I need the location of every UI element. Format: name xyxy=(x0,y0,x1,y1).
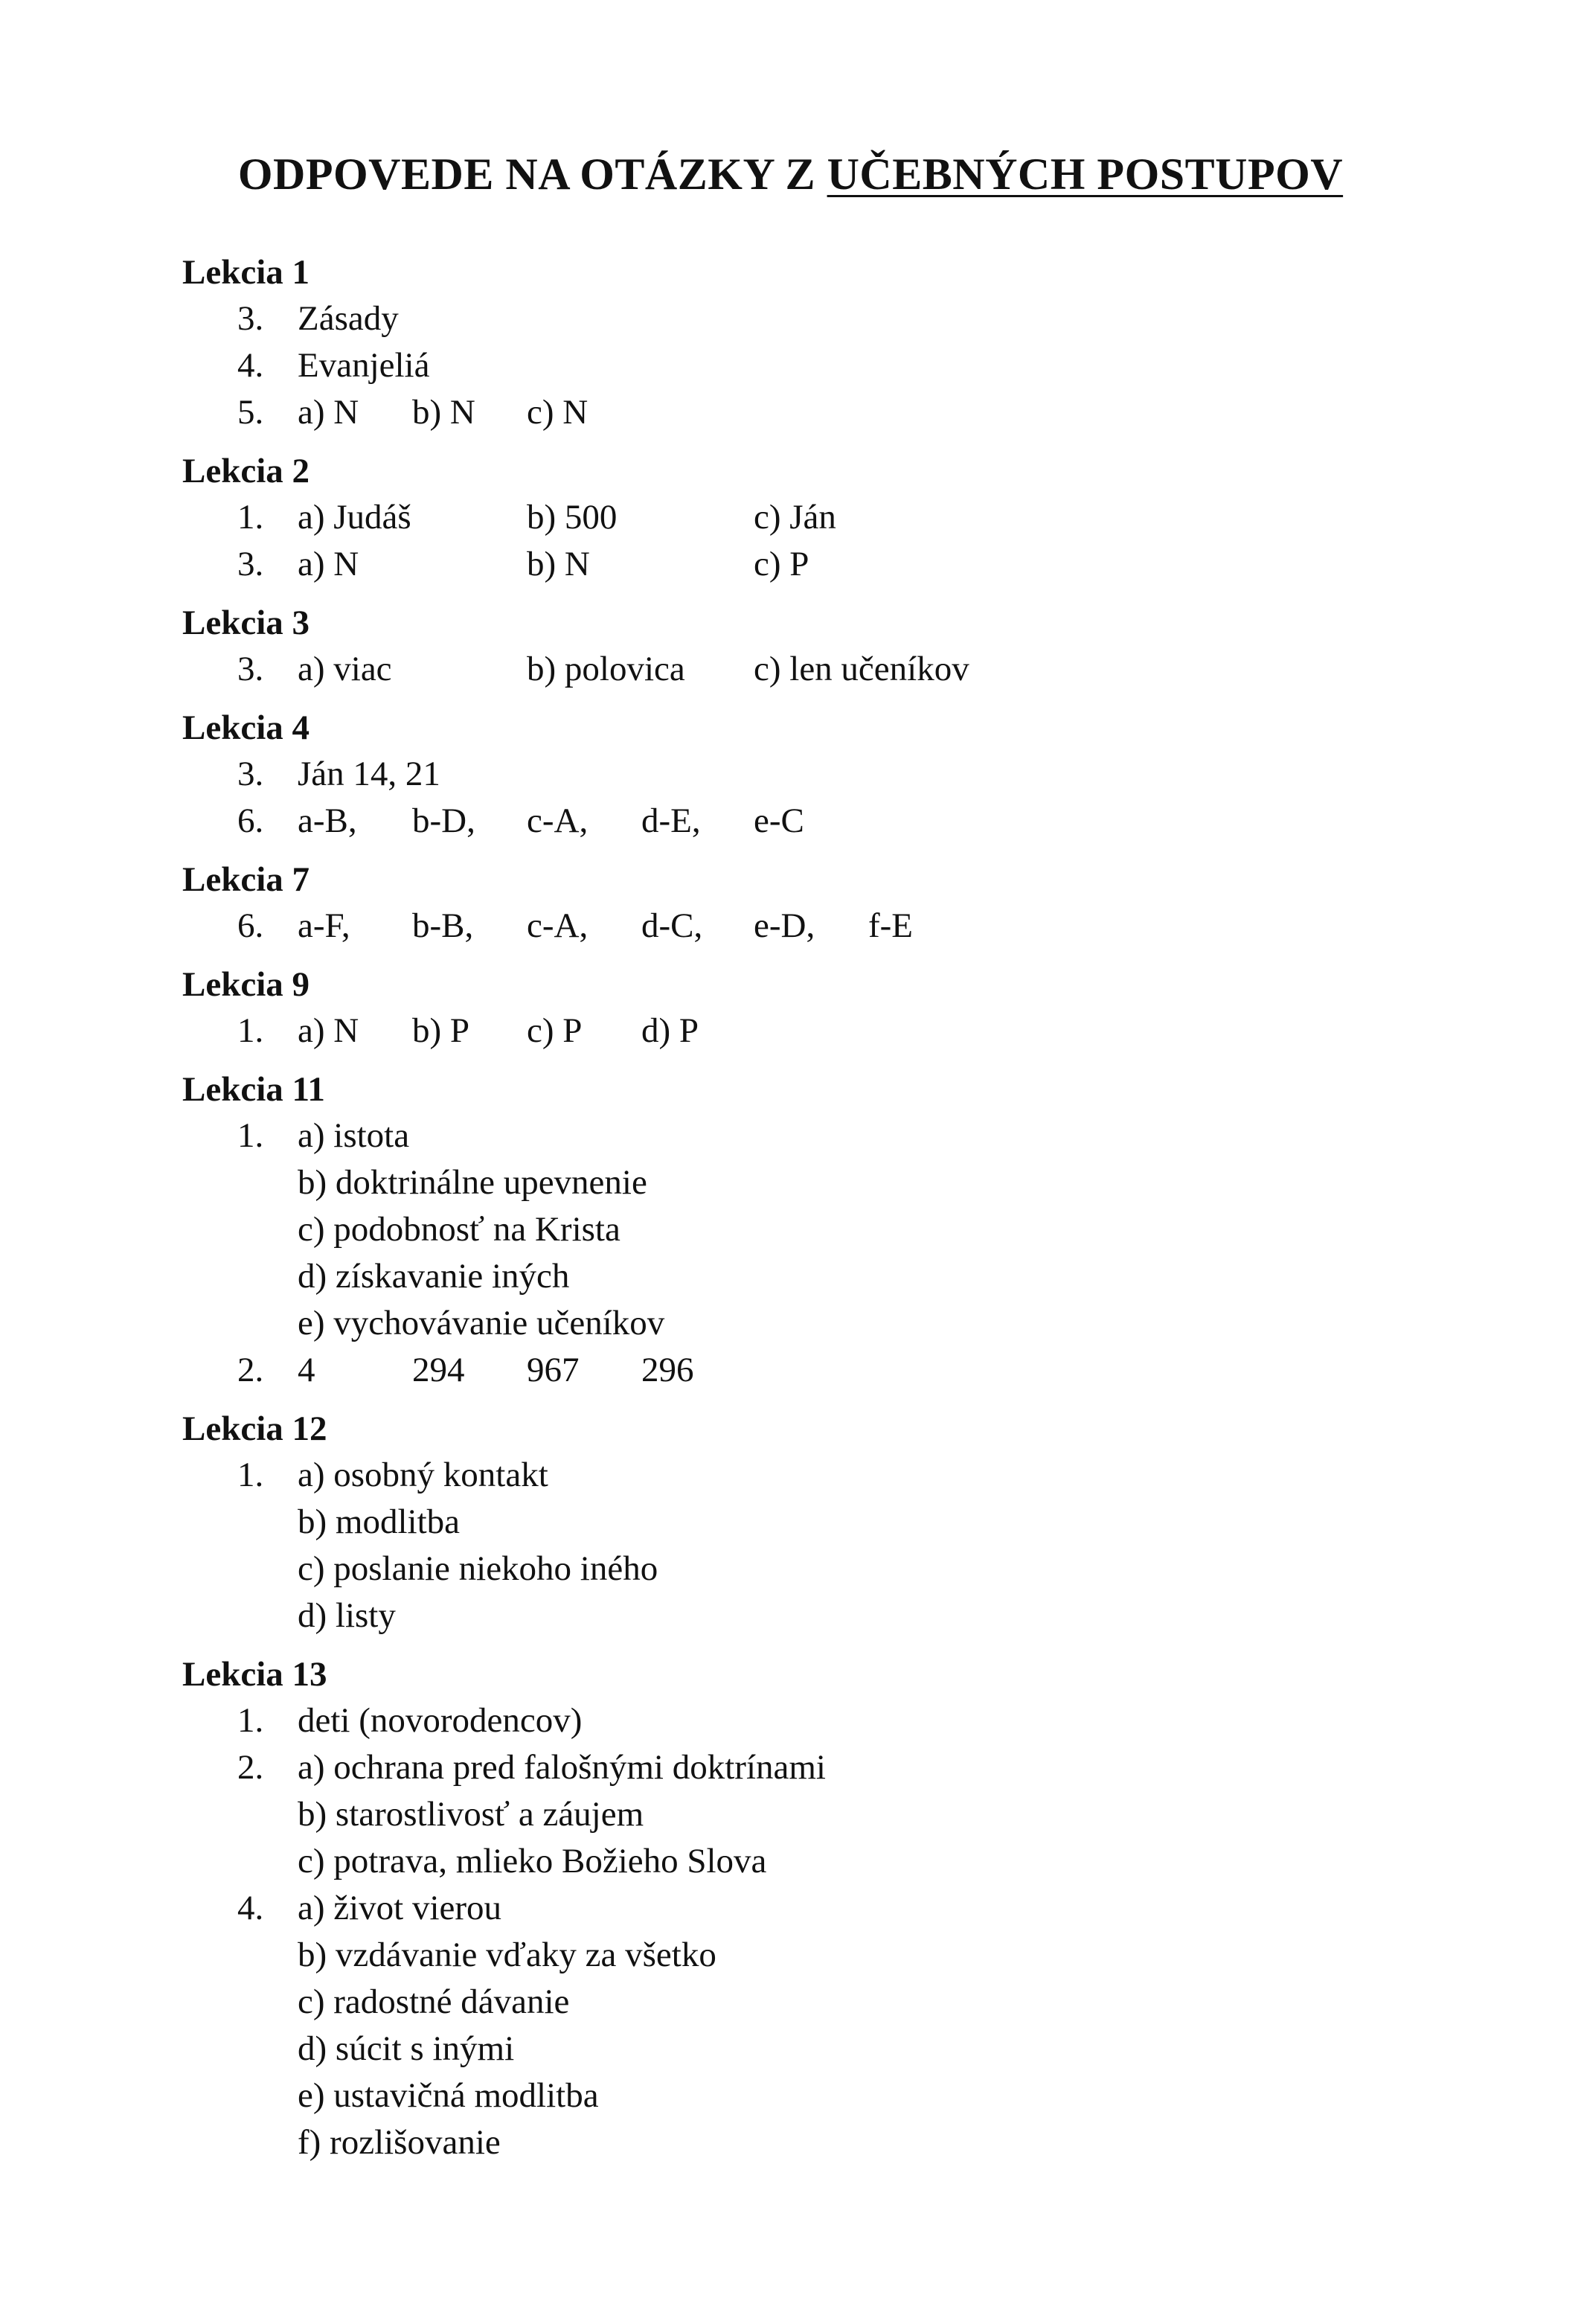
answer: b-B, xyxy=(412,906,474,945)
answer: a) N xyxy=(298,545,359,583)
question-number: 5. xyxy=(237,393,264,432)
title-text: ODPOVEDE NA OTÁZKY Z xyxy=(237,150,827,199)
lesson-9 xyxy=(182,961,699,1054)
lesson-13 xyxy=(182,1651,826,2166)
question-number: 6. xyxy=(237,801,264,840)
answer-row xyxy=(182,494,836,541)
answer: b) P xyxy=(412,1011,470,1050)
answer-row xyxy=(182,1697,583,1744)
answer-row xyxy=(182,646,969,693)
answer-row xyxy=(182,295,399,342)
answer: b) modlitba xyxy=(298,1502,460,1541)
question-number: 1. xyxy=(237,1701,264,1740)
answer-row xyxy=(182,2026,515,2072)
answer: deti (novorodencov) xyxy=(298,1701,583,1740)
answer: c) len učeníkov xyxy=(754,650,969,688)
answer: a) N xyxy=(298,393,359,432)
answers-list xyxy=(182,249,969,2166)
answer: 294 xyxy=(412,1351,465,1389)
answer: d-C, xyxy=(641,906,703,945)
answer: Zásady xyxy=(298,299,399,338)
answer-row xyxy=(182,1113,410,1159)
lesson-7 xyxy=(182,857,914,950)
answer: d) súcit s inými xyxy=(298,2029,515,2068)
answer: d) listy xyxy=(298,1596,396,1635)
answer: d) P xyxy=(641,1011,699,1050)
lesson-2 xyxy=(182,448,836,588)
page-title xyxy=(0,147,1581,201)
answer: a) ochrana pred falošnými doktrínami xyxy=(298,1748,826,1787)
lesson-4 xyxy=(182,705,804,845)
answer: c-A, xyxy=(527,906,589,945)
lesson-heading: Lekcia 4 xyxy=(182,708,310,747)
answer-row xyxy=(182,903,914,950)
answer-row xyxy=(182,1452,548,1499)
answer: c) radostné dávanie xyxy=(298,1982,570,2021)
answer: Ján 14, 21 xyxy=(298,755,440,793)
answer: b) N xyxy=(412,393,475,432)
answer-row xyxy=(182,1499,460,1546)
answer: Evanjeliá xyxy=(298,346,430,385)
question-number: 3. xyxy=(237,650,264,688)
answer: b) 500 xyxy=(527,498,618,537)
lesson-heading: Lekcia 1 xyxy=(182,253,310,292)
question-number: 4. xyxy=(237,346,264,385)
answer-row xyxy=(182,1885,502,1932)
question-number: 1. xyxy=(237,1116,264,1155)
answer: f-E xyxy=(868,906,914,945)
question-number: 3. xyxy=(237,545,264,583)
answer: b) polovica xyxy=(527,650,685,688)
answer: d-E, xyxy=(641,801,701,840)
answer: c-A, xyxy=(527,801,589,840)
question-number: 3. xyxy=(237,299,264,338)
answer: a-F, xyxy=(298,906,350,945)
answer-row xyxy=(182,2119,501,2166)
lesson-heading: Lekcia 13 xyxy=(182,1655,327,1694)
answer-row xyxy=(182,2072,599,2119)
answer-row xyxy=(182,1979,570,2026)
answer-row xyxy=(182,1546,658,1592)
answer: a) viac xyxy=(298,650,392,688)
answer: a-B, xyxy=(298,801,357,840)
question-number: 3. xyxy=(237,755,264,793)
answer: c) Ján xyxy=(754,498,836,537)
answer: e) ustavičná modlitba xyxy=(298,2076,599,2115)
answer-row xyxy=(182,1008,699,1054)
lesson-heading: Lekcia 3 xyxy=(182,604,310,642)
answer: 4 xyxy=(298,1351,315,1389)
answer-row xyxy=(182,751,440,798)
answer: 967 xyxy=(527,1351,580,1389)
answer: f) rozlišovanie xyxy=(298,2123,501,2162)
answer-row xyxy=(182,1159,647,1206)
answer: e) vychovávanie učeníkov xyxy=(298,1304,665,1342)
question-number: 6. xyxy=(237,906,264,945)
question-number: 1. xyxy=(237,1456,264,1494)
answer: 296 xyxy=(641,1351,694,1389)
answer: a) N xyxy=(298,1011,359,1050)
answer: c) poslanie niekoho iného xyxy=(298,1549,658,1588)
answer: b) N xyxy=(527,545,590,583)
lesson-heading: Lekcia 7 xyxy=(182,860,310,899)
lesson-12 xyxy=(182,1406,658,1639)
question-number: 1. xyxy=(237,1011,264,1050)
answer: a) Judáš xyxy=(298,498,411,537)
answer-row xyxy=(182,1347,694,1394)
answer-row xyxy=(182,389,589,436)
lesson-heading: Lekcia 12 xyxy=(182,1409,327,1448)
answer: b) doktrinálne upevnenie xyxy=(298,1163,647,1202)
answer-row xyxy=(182,1932,716,1979)
lesson-heading: Lekcia 11 xyxy=(182,1070,325,1109)
answer-row xyxy=(182,1206,620,1253)
answer: b) vzdávanie vďaky za všetko xyxy=(298,1936,716,1974)
answer-row xyxy=(182,342,430,389)
lesson-3 xyxy=(182,600,969,693)
answer: a) život vierou xyxy=(298,1889,502,1927)
answer: c) P xyxy=(527,1011,583,1050)
answer-row xyxy=(182,1791,644,1838)
answer: e-C xyxy=(754,801,804,840)
answer: b-D, xyxy=(412,801,475,840)
answer: a) istota xyxy=(298,1116,410,1155)
lesson-heading: Lekcia 2 xyxy=(182,452,310,490)
answer-row xyxy=(182,1744,826,1791)
answer: e-D, xyxy=(754,906,815,945)
answer: a) osobný kontakt xyxy=(298,1456,548,1494)
answer-row xyxy=(182,1592,396,1639)
answer: c) P xyxy=(754,545,809,583)
lesson-11 xyxy=(182,1066,694,1394)
lesson-heading: Lekcia 9 xyxy=(182,965,310,1004)
answer-row xyxy=(182,1253,570,1300)
answer: c) podobnosť na Krista xyxy=(298,1210,620,1249)
answer-row xyxy=(182,1838,767,1885)
title-underlined-text: UČEBNÝCH POSTUPOV xyxy=(827,150,1344,199)
question-number: 1. xyxy=(237,498,264,537)
answer: c) potrava, mlieko Božieho Slova xyxy=(298,1842,767,1880)
answer-row xyxy=(182,1300,665,1347)
answer-row xyxy=(182,798,804,845)
question-number: 2. xyxy=(237,1748,264,1787)
answer-row xyxy=(182,541,809,588)
lesson-1 xyxy=(182,249,589,436)
answer: d) získavanie iných xyxy=(298,1257,570,1296)
question-number: 2. xyxy=(237,1351,264,1389)
answer: b) starostlivosť a záujem xyxy=(298,1795,644,1834)
question-number: 4. xyxy=(237,1889,264,1927)
answer: c) N xyxy=(527,393,589,432)
